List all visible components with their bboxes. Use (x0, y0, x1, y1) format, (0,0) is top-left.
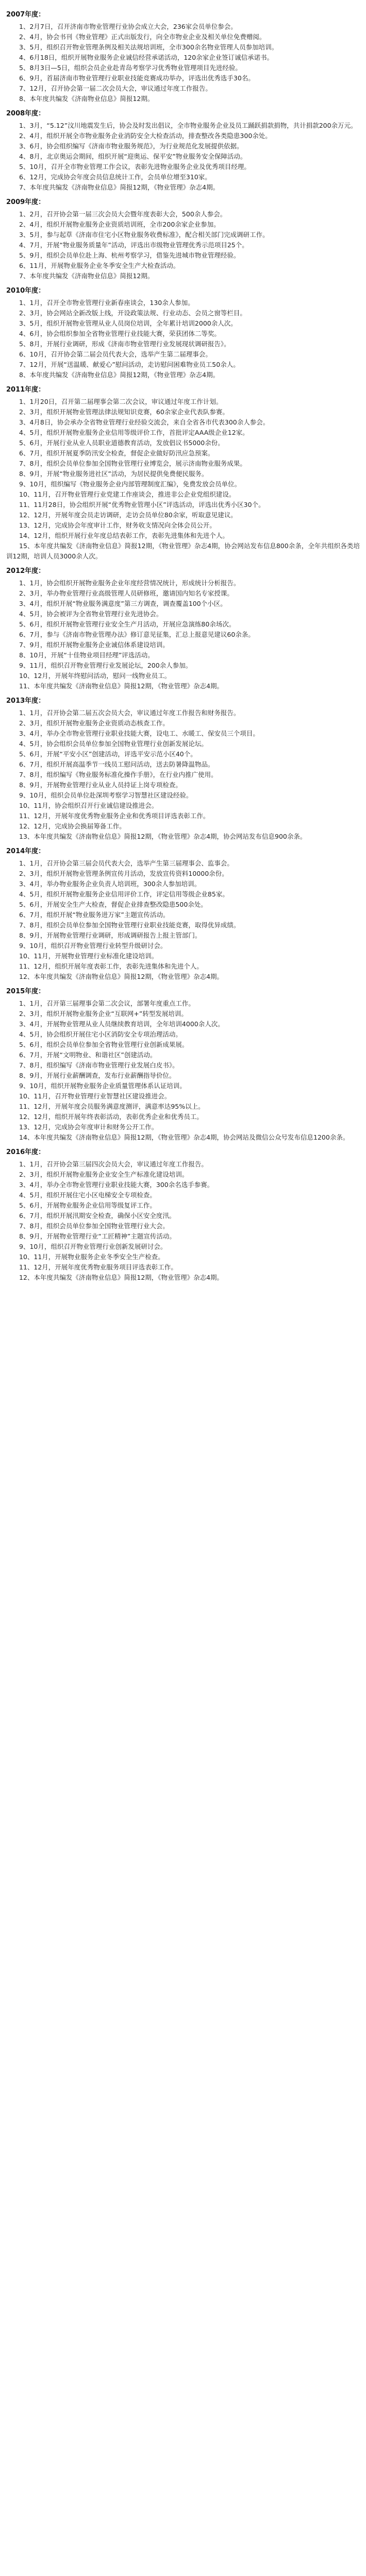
event-entry: 1、1月，召开协会第三届四次会员大会，审议通过年度工作报告。 (19, 1160, 208, 1168)
event-entry: 7、12月，开展“送温暖、献爱心”慰问活动，走访慰问困难物业员工50余人。 (19, 361, 240, 368)
event-entry: 2、3月，组织开展物业管理法律法规知识竞赛，60余家企业代表队参赛。 (19, 408, 229, 416)
event-entry: 3、4月，举办全市物业管理行业职业技能大赛，设电工、水暖工、保安员三个项目。 (19, 730, 259, 737)
event-entry: 1、1月，召开第三届理事会第二次会议，部署年度重点工作。 (19, 999, 195, 1007)
event-entry: 5、10月，召开全市物业管理工作会议，表彰先进物业服务企业及优秀项目经理。 (19, 163, 251, 171)
year-section (6, 108, 360, 193)
event-entry: 13、12月，完成协会年度审计和财务公开工作。 (19, 1123, 158, 1131)
year-section (6, 384, 360, 562)
event-entry: 5、6月，组织开展物业管理行业安全生产月活动，开展应急演练80余场次。 (19, 620, 236, 628)
event-entry: 11、11月28日，协会组织开展“优秀物业管理小区”评选活动，评选出优秀小区30个。 (19, 501, 265, 509)
year-heading: 2012年度： (6, 567, 45, 575)
event-entry: 2、3月，组织开展物业服务企业安全生产标准化建设培训。 (19, 1171, 189, 1178)
event-entry: 6、10月，召开协会第二届会员代表大会，选举产生第二届理事会。 (19, 350, 212, 358)
event-entry: 9、11月，组织召开物业管理行业发展论坛，200余人参加。 (19, 662, 192, 669)
event-entry: 14、本年度共编发《济南物业信息》简报12期，《物业管理》杂志4期，协会网站及微信公众号发布信息1200余条。 (19, 1133, 350, 1141)
event-entry: 4、5月，协会组织会员单位参加全国物业管理行业创新发展论坛。 (19, 740, 208, 748)
event-entry: 10、12月，开展年终慰问活动，慰问一线物业员工。 (19, 672, 171, 680)
event-entry: 3、4月，组织开展“物业服务满意度”第三方调查，调查覆盖100个小区。 (19, 600, 227, 607)
event-entry: 6、7月，组织开展高温季节一线员工慰问活动，送去防暑降温物品。 (19, 760, 214, 768)
event-entry: 1、2月，召开协会第一届三次会员大会暨年度表彰大会，500余人参会。 (19, 210, 227, 218)
event-entry: 15、本年度共编发《济南物业信息》简报12期，《物业管理》杂志4期，协会网站发布信息800余条，全年共组织各类培训12期，培训人员3000余人次。 (6, 542, 360, 560)
event-entry: 6、11月，开展物业服务企业冬季安全生产大检查活动。 (19, 262, 180, 269)
event-entry: 2、3月，举办物业管理行业高级管理人员研修班，邀请国内知名专家授课。 (19, 589, 234, 597)
event-entry: 8、10月，开展“十佳物业项目经理”评选活动。 (19, 651, 154, 659)
event-entry: 3、4月，举办物业服务企业负责人培训班，300余人参加培训。 (19, 880, 201, 888)
event-entry: 11、12月，开展年度优秀物业服务企业和优秀项目评选表彰工作。 (19, 812, 210, 820)
event-entry: 12、本年度共编发《济南物业信息》简报12期，《物业管理》杂志4期。 (19, 973, 224, 980)
event-entry: 1、1月，召开全市物业管理行业新春座谈会，130余人参加。 (19, 299, 194, 307)
event-entry: 8、9月，开展“物业服务进社区”活动，为居民提供免费便民服务。 (19, 470, 208, 478)
event-entry: 11、12月，组织开展年度表彰工作，表彰先进集体和先进个人。 (19, 962, 203, 970)
event-entry: 8、本年度共编发《济南物业信息》简报12期。 (19, 95, 154, 103)
event-entry: 1、3月，“5.12”汶川地震发生后，协会及时发出倡议，全市物业服务企业及员工踊跃捐款捐物，共计捐款200余万元。 (19, 122, 357, 129)
year-heading: 2009年度： (6, 198, 45, 206)
event-entry: 4、7月，开展“物业服务质量年”活动，评选出市级物业管理优秀示范项目25个。 (19, 241, 248, 249)
event-entry: 3、6月，协会组织编写《济南市物业服务规范》，为行业规范化发展提供依据。 (19, 142, 243, 150)
event-entry: 7、8月，组织编写《济南市物业管理行业发展白皮书》。 (19, 1061, 179, 1069)
event-entry: 5、6月，开展“平安小区”创建活动，评选平安示范小区40个。 (19, 750, 197, 758)
event-entry: 11、12月，开展年度优秀物业服务项目评选表彰工作。 (19, 1263, 177, 1271)
event-entry: 2、3月，组织开展物业管理条例宣传月活动，发放宣传资料10000余份。 (19, 870, 228, 877)
event-entry: 11、12月，开展年度会员服务满意度测评，满意率达95%以上。 (19, 1103, 205, 1110)
event-entry: 4、5月，协会被评为全省物业管理行业先进协会。 (19, 610, 163, 618)
event-entry: 5、9月，组织会员单位赴上海、杭州考察学习，借鉴先进城市物业管理经验。 (19, 251, 240, 259)
event-entry: 8、9月，开展物业管理行业调研，形成调研报告上报主管部门。 (19, 931, 202, 939)
event-entry: 11、本年度共编发《济南物业信息》简报12期，《物业管理》杂志4期。 (19, 682, 224, 690)
event-entry: 4、5月，组织开展物业服务企业信用等级评价工作，首批评定AAA级企业12家。 (19, 429, 249, 436)
event-entry: 4、6月18日，组织开展物业服务企业诚信经营承诺活动，120余家企业签订诚信承诺书。 (19, 54, 274, 61)
event-entry: 7、本年度共编发《济南物业信息》简报12期。 (19, 272, 154, 280)
event-entry: 2、3月，协会网站全新改版上线，开设政策法规、行业动态、会员之窗等栏目。 (19, 309, 246, 317)
event-entry: 7、12月，召开协会第一届二次会员大会，审议通过年度工作报告。 (19, 84, 212, 92)
event-entry: 2、4月，协会书刊《物业管理》正式出版发行，向全市物业企业及相关单位免费赠阅。 (19, 33, 266, 41)
event-entry: 13、本年度共编发《济南物业信息》简报12期，《物业管理》杂志4期，协会网站发布信息900余条。 (19, 833, 307, 840)
year-section (6, 9, 360, 104)
event-entry: 3、5月，组织开展物业管理从业人员岗位培训，全年累计培训2000余人次。 (19, 319, 237, 327)
event-entry: 9、10月，组织会员单位赴深圳考察学习智慧社区建设经验。 (19, 791, 193, 799)
event-entry: 9、10月，组织召开物业管理行业创新发展研讨会。 (19, 1243, 167, 1250)
event-entry: 7、8月，组织会员单位参加全国物业管理行业博览会，展示济南物业服务成果。 (19, 460, 246, 467)
event-entry: 1、1月，召开协会第二届五次会员大会，审议通过年度工作报告和财务报告。 (19, 709, 240, 717)
year-heading: 2007年度： (6, 11, 45, 19)
year-section (6, 1147, 360, 1283)
event-entry: 1、1月，召开协会第三届会员代表大会，选举产生第三届理事会、监事会。 (19, 859, 234, 867)
event-entry: 3、4月，举办全市物业管理行业职业技能大赛，300余名选手参赛。 (19, 1181, 214, 1189)
event-entry: 5、6月，开展安全生产大检查，督促企业排查整改隐患500余处。 (19, 901, 207, 908)
event-entry: 6、12月，完成协会年度会员信息统计工作，会员单位增至310家。 (19, 173, 211, 181)
event-entry: 8、9月，开展物业管理行业“工匠精神”主题宣传活动。 (19, 1232, 176, 1240)
event-entry: 2、4月，组织开展全市物业服务企业消防安全大检查活动，排查整改各类隐患300余处。 (19, 132, 272, 140)
event-entry: 5、6月，开展物业服务企业信用等级复评工作。 (19, 1201, 156, 1209)
event-entry: 7、本年度共编发《济南物业信息》简报12期，《物业管理》杂志4期。 (19, 183, 220, 191)
year-heading: 2008年度： (6, 110, 45, 117)
event-entry: 8、本年度共编发《济南物业信息》简报12期，《物业管理》杂志4期。 (19, 371, 220, 379)
year-heading: 2014年度： (6, 848, 45, 855)
event-entry: 4、6月，协会组织参加全省物业管理行业技能大赛，荣获团体二等奖。 (19, 330, 221, 337)
year-section (6, 285, 360, 380)
event-entry: 6、7月，开展“文明物业、和谐社区”创建活动。 (19, 1051, 157, 1059)
year-section (6, 696, 360, 842)
event-entry: 5、6月，开展行业从业人员职业道德教育活动，发放倡议书5000余份。 (19, 439, 224, 447)
event-entry: 2、3月，组织开展物业服务企业资质动态核查工作。 (19, 719, 169, 727)
event-entry: 10、11月，召开物业管理行业党建工作座谈会，推进非公企业党组织建设。 (19, 490, 236, 498)
year-heading: 2013年度： (6, 697, 45, 705)
event-entry: 4、5月，组织开展住宅小区电梯安全专项检查。 (19, 1191, 156, 1199)
event-entry: 10、11月，开展物业管理行业标准化建设培训。 (19, 952, 158, 960)
event-entry: 2、3月，组织开展物业服务企业“互联网+”转型发展培训。 (19, 1010, 188, 1018)
event-entry: 5、6月，组织会员单位参加全省物业管理行业创新成果展。 (19, 1041, 189, 1048)
event-entry: 4、8月，北京奥运会期间，组织开展“迎奥运、保平安”物业服务安全保障活动。 (19, 152, 247, 160)
event-entry: 10、11月，开展物业服务企业冬季安全生产检查。 (19, 1253, 164, 1261)
event-entry: 10、11月，召开物业管理行业智慧社区建设推进会。 (19, 1092, 171, 1100)
year-heading: 2015年度： (6, 988, 45, 995)
event-entry: 1、1月20日，召开第二届理事会第二次会议，审议通过年度工作计划。 (19, 398, 223, 405)
event-entry: 8、9月，开展行业薪酬调查，发布行业薪酬指导价位。 (19, 1072, 176, 1079)
event-entry: 10、11月，协会组织召开行业诚信建设推进会。 (19, 802, 158, 809)
event-entry: 4、5月，协会组织开展住宅小区消防安全专项治理活动。 (19, 1030, 182, 1038)
year-section (6, 846, 360, 982)
event-entry: 6、7月，组织开展“物业服务进万家”主题宣传活动。 (19, 911, 170, 919)
event-entry: 1、2月7日，召开济南市物业管理行业协会成立大会，236家会员单位参会。 (19, 23, 237, 30)
year-heading: 2011年度： (6, 386, 45, 394)
event-entry: 5、8月3日—5日，组织会员企业赴青岛考察学习优秀物业管理项目先进经验。 (19, 64, 242, 72)
event-entry: 7、8月，组织会员单位参加全国物业管理行业职业技能竞赛，取得优异成绩。 (19, 921, 240, 929)
event-entry: 4、5月，组织开展物业服务企业信用评价工作，评定信用等级企业85家。 (19, 890, 229, 898)
event-entry: 3、4月，开展物业管理从业人员继续教育培训，全年培训4000余人次。 (19, 1020, 224, 1028)
event-entry: 6、7月，参与《济南市物业管理办法》修订意见征集，汇总上报意见建议60余条。 (19, 631, 255, 638)
year-section (6, 986, 360, 1143)
event-entry: 7、8月，组织会员单位参加全国物业管理行业大会。 (19, 1222, 169, 1230)
event-entry: 12、12月，完成协会换届筹备工作。 (19, 822, 126, 830)
event-entry: 6、7月，组织开展汛期安全检查，确保小区安全度汛。 (19, 1212, 176, 1219)
event-entry: 13、12月，完成协会年度审计工作，财务收支情况向全体会员公开。 (19, 521, 216, 529)
event-entry: 1、1月，协会组织开展物业服务企业年度经营情况统计，形成统计分析报告。 (19, 579, 240, 587)
event-entry: 9、10月，组织开展物业服务企业质量管理体系认证培训。 (19, 1082, 186, 1090)
event-entry: 3、5月，组织召开物业管理条例及相关法规培训班，全市300余名物业管理人员参加培训。 (19, 43, 278, 51)
year-section (6, 566, 360, 691)
event-entry: 3、5月，参与起草《济南市住宅小区物业服务收费标准》，配合相关部门完成调研工作。 (19, 231, 269, 239)
event-entry: 8、9月，开展物业管理行业从业人员持证上岗专项检查。 (19, 781, 182, 789)
year-section (6, 197, 360, 281)
event-entry: 5、8月，开展行业调研，形成《济南市物业管理行业发展现状调研报告》。 (19, 340, 230, 348)
year-heading: 2010年度： (6, 287, 45, 295)
event-entry: 12、本年度共编发《济南物业信息》简报12期，《物业管理》杂志4期。 (19, 1274, 224, 1281)
event-entry: 7、8月，组织编写《物业服务标准化操作手册》，在行业内推广使用。 (19, 771, 218, 778)
event-entry: 6、7月，组织开展夏季防汛安全检查，督促企业做好防汛应急预案。 (19, 449, 214, 457)
event-entry: 12、12月，组织开展年终表彰活动，表彰优秀企业和优秀员工。 (19, 1113, 203, 1121)
event-entry: 12、12月，开展年度会员走访调研，走访会员单位80余家，听取意见建议。 (19, 511, 237, 519)
event-entry: 2、4月，组织开展物业服务企业资质培训班，全市200余家企业参加。 (19, 221, 220, 228)
event-entry: 9、10月，组织召开物业管理行业转型升级研讨会。 (19, 942, 167, 950)
event-entry: 7、9月，组织开展物业服务企业诚信体系建设培训。 (19, 641, 169, 649)
event-entry: 6、9月，首届济南市物业管理行业职业技能竞赛成功举办，评选出优秀选手30名。 (19, 74, 255, 82)
event-entry: 14、12月，组织开展行业年度总结表彰工作，表彰先进集体和先进个人。 (19, 532, 229, 539)
event-entry: 3、4月8日，协会承办全省物业管理行业经验交流会，来自全省各市代表300余人参会。 (19, 418, 270, 426)
event-entry: 9、10月，组织编写《物业服务企业内部管理制度汇编》，免费发放会员单位。 (19, 480, 241, 488)
year-heading: 2016年度： (6, 1148, 45, 1156)
